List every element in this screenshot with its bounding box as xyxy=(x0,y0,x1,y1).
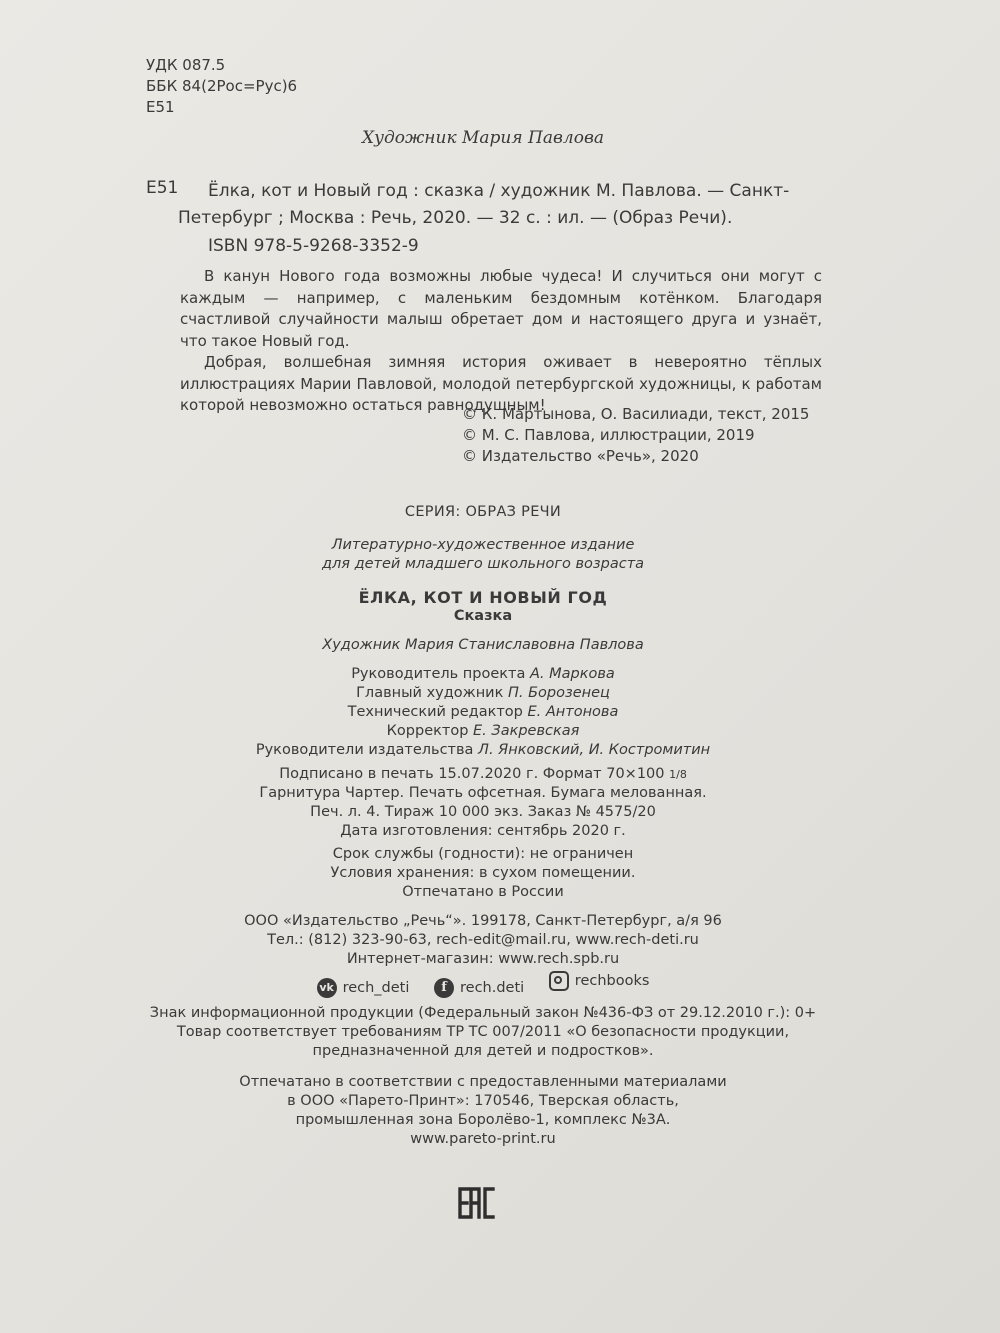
book-genre: Сказка xyxy=(453,608,513,624)
imprint-block xyxy=(0,503,966,1149)
copyright-block xyxy=(462,404,809,467)
copyright-illustrations: © М. С. Павлова, иллюстрации, 2019 xyxy=(462,426,755,444)
bbk-code: ББК 84(2Рос=Рус)6 xyxy=(146,77,298,95)
credit-publishers: Руководители издательства Л. Янковский, И. Костромитин xyxy=(255,742,711,758)
manufacture-date: Дата изготовления: сентябрь 2020 г. xyxy=(340,823,626,839)
social-instagram[interactable]: rechbooks xyxy=(549,971,650,991)
annotation xyxy=(180,266,822,417)
udk-code: УДК 087.5 xyxy=(146,56,226,74)
credit-proofreader: Корректор Е. Закревская xyxy=(386,723,580,739)
typeface-line: Гарнитура Чартер. Печать офсетная. Бумага мелованная. xyxy=(259,785,707,801)
edition-type-line-1: Литературно-художественное издание xyxy=(331,537,635,553)
conformity-line-2: предназначенной для детей и подростков». xyxy=(312,1043,654,1059)
social-facebook[interactable]: f rech.deti xyxy=(434,978,524,998)
annotation-paragraph-1: В канун Нового года возможны любые чудеса! И случиться они могут с каждым — например, с маленьким бездомным котёнком. Благодаря счастливой случайности малыш обретает дом и настоящего друга и узнаёт, что такое Новый год. xyxy=(180,267,822,350)
copyright-publisher: © Издательство «Речь», 2020 xyxy=(462,447,699,465)
online-shop: Интернет-магазин: www.rech.spb.ru xyxy=(346,951,620,967)
instagram-icon xyxy=(549,971,569,991)
artist-credit: Художник Мария Станиславовна Павлова xyxy=(322,637,644,653)
catalog-code: Е51 xyxy=(146,178,179,198)
publisher-address: ООО «Издательство „Речь“». 199178, Санкт-Петербург, а/я 96 xyxy=(244,913,722,929)
eac-mark-icon xyxy=(457,1186,497,1220)
bib-line-2: Петербург ; Москва : Речь, 2020. — 32 с. : ил. — (Образ Речи). xyxy=(178,208,733,228)
vk-icon: vk xyxy=(317,978,337,998)
bib-line-1: Ёлка, кот и Новый год : сказка / художник М. Павлова. — Санкт- xyxy=(208,181,790,201)
printer-website: www.pareto-print.ru xyxy=(410,1131,556,1147)
illustrator-credit: Художник Мария Павлова xyxy=(362,128,604,148)
facebook-icon: f xyxy=(434,978,454,998)
series-label: СЕРИЯ: ОБРАЗ РЕЧИ xyxy=(404,504,562,520)
conformity-line-1: Товар соответствует требованиям ТР ТС 007/2011 «О безопасности продукции, xyxy=(176,1024,790,1040)
info-product-mark: Знак информационной продукции (Федеральный закон №436-ФЗ от 29.12.2010 г.): 0+ xyxy=(149,1005,817,1021)
print-signed-line: Подписано в печать 15.07.2020 г. Формат 70×100 1/8 xyxy=(279,766,687,782)
sheets-line: Печ. л. 4. Тираж 10 000 экз. Заказ № 4575/20 xyxy=(310,804,656,820)
printed-in: Отпечатано в России xyxy=(402,884,564,900)
book-title: ЁЛКА, КОТ И НОВЫЙ ГОД xyxy=(358,588,608,607)
credit-tech-editor: Технический редактор Е. Антонова xyxy=(347,704,619,720)
social-links xyxy=(0,971,966,998)
printer-line-2: в ООО «Парето-Принт»: 170546, Тверская область, xyxy=(287,1093,679,1109)
classification-block xyxy=(146,55,297,118)
social-vk[interactable]: vk rech_deti xyxy=(317,978,410,998)
isbn: ISBN 978-5-9268-3352-9 xyxy=(208,236,419,256)
annotation-paragraph-2: Добрая, волшебная зимняя история оживает в невероятно тёплых иллюстрациях Марии Павловой, молодой петербургской художницы, к работам которой невозможно остаться равнодушным! xyxy=(180,353,822,414)
storage-conditions: Условия хранения: в сухом помещении. xyxy=(330,865,636,881)
copyright-text: © К. Мартынова, О. Василиади, текст, 2015 xyxy=(462,405,810,423)
service-life: Срок службы (годности): не ограничен xyxy=(332,846,634,862)
printer-line-3: промышленная зона Боролёво-1, комплекс №3А. xyxy=(295,1112,671,1128)
publisher-contacts: Тел.: (812) 323-90-63, rech-edit@mail.ru, www.rech-deti.ru xyxy=(267,932,699,948)
author-mark: Е51 xyxy=(146,98,175,116)
credit-project-lead: Руководитель проекта А. Маркова xyxy=(351,666,615,682)
printer-line-1: Отпечатано в соответствии с предоставленными материалами xyxy=(239,1074,727,1090)
bibliographic-record xyxy=(178,178,828,232)
credit-chief-artist: Главный художник П. Борозенец xyxy=(356,685,610,701)
edition-type-line-2: для детей младшего школьного возраста xyxy=(321,556,645,572)
